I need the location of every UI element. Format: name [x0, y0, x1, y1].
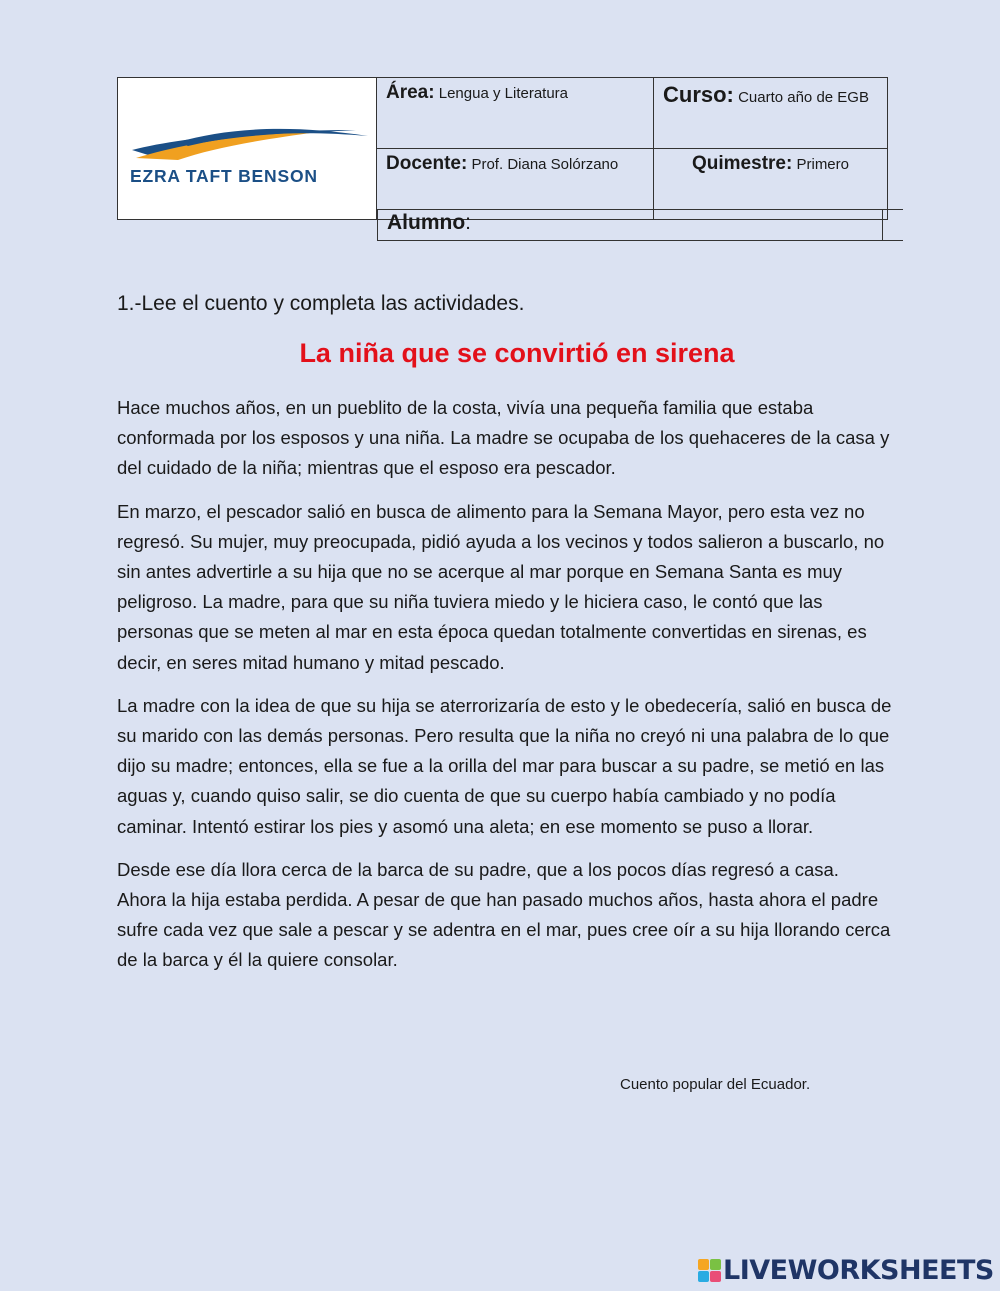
quimestre-label: Quimestre:	[692, 153, 793, 174]
area-value: Lengua y Literatura	[438, 85, 569, 102]
story-title: La niña que se convirtió en sirena	[299, 338, 735, 368]
story-paragraph: En marzo, el pescador salió en busca de alimento para la Semana Mayor, pero esta vez no regresó. Su mujer, muy preocupada, pidió ayuda a los vecinos y todos salieron a buscarlo, no sin antes advertirle a su hija que no se acerque al mar porque en Semana Santa es muy peligroso. La madre, para que su niña tuviera miedo y le hiciera caso, le contó que las personas que se meten al mar en esta época quedan totalmente convertidas en sirenas, es decir, en seres mitad humano y mitad pescado.	[117, 500, 885, 673]
liveworksheets-logo[interactable]	[698, 1254, 994, 1286]
story-paragraph: Desde ese día llora cerca de la barca de su padre, que a los pocos días regresó a casa. Ahora la hija estaba perdida. A pesar de que han pasado muchos años, hasta ahora el padre sufre cada vez que sale a pescar y se adentra en el mar, pues cree oír a su hija llorando cerca de la barca y él la quiere consolar.	[117, 858, 891, 971]
alumno-field[interactable]	[377, 209, 883, 241]
area-label: Área:	[386, 82, 435, 103]
story-source: Cuento popular del Ecuador.	[620, 1076, 811, 1093]
instruction-text: 1.-Lee el cuento y completa las actividades.	[117, 292, 525, 315]
liveworksheets-mark-icon	[698, 1259, 721, 1282]
alumno-field-tail	[883, 209, 903, 241]
story-paragraph: Hace muchos años, en un pueblito de la costa, vivía una pequeña familia que estaba conformada por los esposos y una niña. La madre se ocupaba de los quehaceres de la casa y del cuidado de la niña; mientras que el esposo era pescador.	[117, 397, 890, 479]
curso-label: Curso:	[663, 82, 734, 107]
area-cell	[377, 78, 654, 149]
mark-square	[698, 1271, 709, 1282]
liveworksheets-brand: LIVEWORKSHEETS	[723, 1254, 994, 1286]
header-table	[117, 77, 888, 220]
docente-value: Prof. Diana Solórzano	[471, 156, 619, 173]
mark-square	[710, 1259, 721, 1270]
logo-text: EZRA TAFT BENSON	[130, 166, 318, 186]
curso-cell	[654, 78, 888, 149]
curso-value: Cuarto año de EGB	[738, 89, 869, 106]
mark-square	[698, 1259, 709, 1270]
story-body	[117, 393, 892, 989]
docente-label: Docente:	[386, 153, 468, 174]
alumno-colon: :	[465, 211, 471, 234]
mark-square	[710, 1271, 721, 1282]
alumno-label: Alumno	[387, 211, 466, 234]
quimestre-value: Primero	[796, 156, 849, 173]
story-paragraph: La madre con la idea de que su hija se aterrorizaría de esto y le obedecería, salió en busca de su marido con las demás personas. Pero resulta que la niña no creyó ni una palabra de lo que dijo su madre; entonces, ella se fue a la orilla del mar para buscar a su padre, se metió en las aguas y, cuando quiso salir, se dio cuenta de que su cuerpo había cambiado y no podía caminar. Intentó estirar los pies y asomó una aleta; en ese momento se puso a llorar.	[117, 694, 892, 837]
school-logo-graphic	[118, 78, 376, 206]
school-logo	[118, 78, 377, 220]
